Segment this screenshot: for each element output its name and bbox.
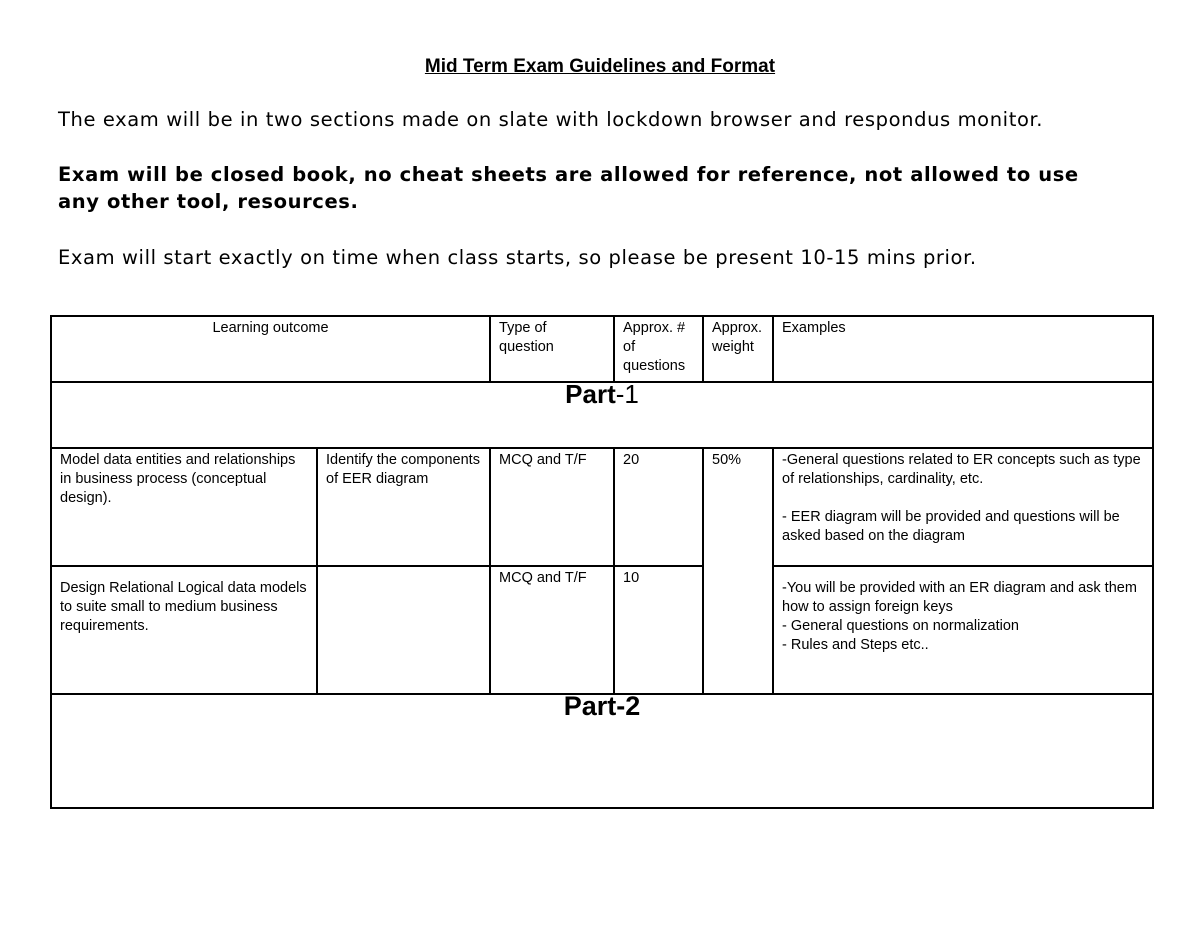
header-examples: Examples xyxy=(773,316,1153,382)
table-row xyxy=(51,566,1153,694)
rules-paragraph: Exam will be closed book, no cheat sheets are allowed for reference, not allowed to use any other tool, resources. xyxy=(58,163,1079,213)
part1-row xyxy=(51,382,1153,448)
part2-row xyxy=(51,694,1153,808)
row1-sub-outcome: Identify the components of EER diagram xyxy=(317,448,490,566)
row2-outcome: Design Relational Logical data models to suite small to medium business requirements. xyxy=(51,566,317,694)
part1-number: -1 xyxy=(615,379,639,409)
header-learning-outcome: Learning outcome xyxy=(51,316,490,382)
row1-type: MCQ and T/F xyxy=(490,448,614,566)
row2-count: 10 xyxy=(614,566,703,694)
table-header-row xyxy=(51,316,1153,382)
row2-example-3: - Rules and Steps etc.. xyxy=(782,637,929,653)
timing-paragraph: Exam will start exactly on time when class starts, so please be present 10-15 mins prior. xyxy=(58,246,977,269)
row2-examples xyxy=(773,566,1153,694)
row2-example-2: - General questions on normalization xyxy=(782,618,1019,634)
row2-sub-outcome xyxy=(317,566,490,694)
row1-example-1: -General questions related to ER concepts such as type of relationships, cardinality, etc. xyxy=(782,452,1141,487)
table-row xyxy=(51,448,1153,566)
header-approx-weight: Approx. weight xyxy=(703,316,773,382)
document-title: Mid Term Exam Guidelines and Format xyxy=(424,56,776,77)
part1-label: Part xyxy=(565,379,616,409)
exam-format-table xyxy=(50,315,1154,809)
intro-paragraph: The exam will be in two sections made on slate with lockdown browser and respondus monitor. xyxy=(58,108,1044,131)
row1-example-2: - EER diagram will be provided and questions will be asked based on the diagram xyxy=(782,509,1120,544)
part2-heading: Part-2 xyxy=(51,694,1153,808)
header-approx-count: Approx. # of questions xyxy=(614,316,703,382)
part1-heading xyxy=(51,379,1153,448)
part1-weight: 50% xyxy=(703,448,773,694)
row2-example-1: -You will be provided with an ER diagram and ask them how to assign foreign keys xyxy=(782,580,1137,615)
row1-count: 20 xyxy=(614,448,703,566)
header-type-of-question: Type of question xyxy=(490,316,614,382)
row1-outcome: Model data entities and relationships in business process (conceptual design). xyxy=(51,448,317,566)
row2-type: MCQ and T/F xyxy=(490,566,614,694)
row1-examples xyxy=(773,448,1153,566)
